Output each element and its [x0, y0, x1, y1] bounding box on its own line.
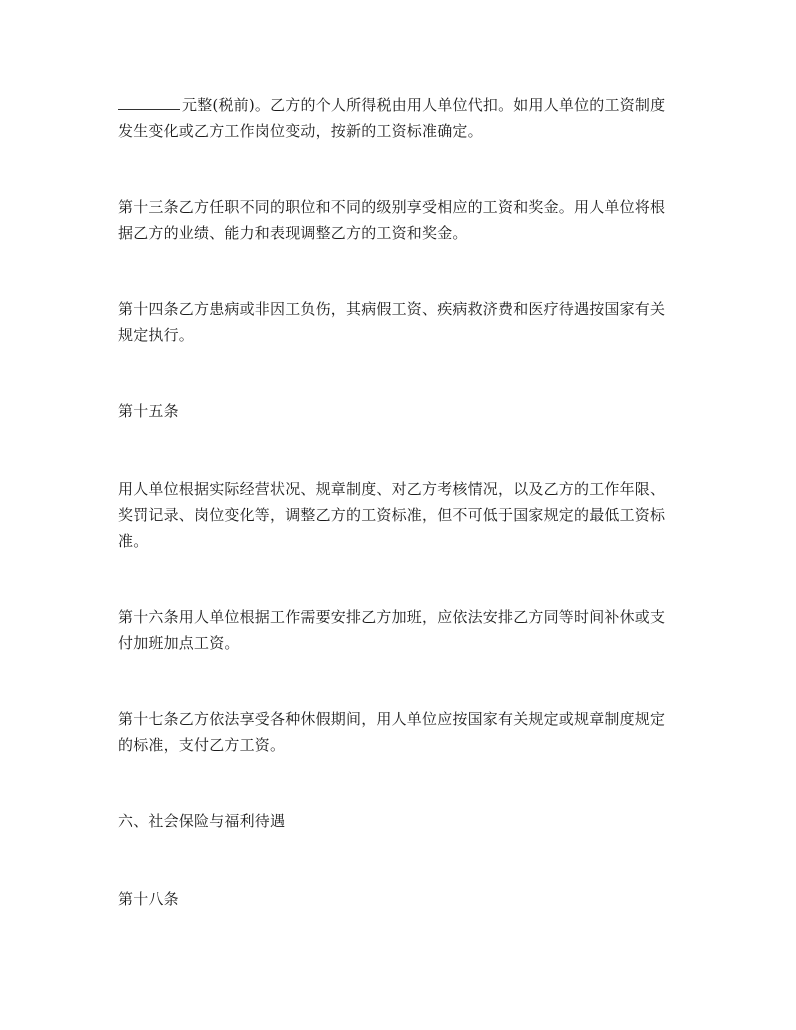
paragraph-article-16 [118, 604, 684, 656]
amount-blank [118, 95, 180, 110]
section-heading-social-insurance [118, 808, 684, 834]
paragraph-article-15-body [118, 476, 684, 554]
text-line: 付加班加点工资。 [118, 634, 240, 652]
text-span: 元整(税前)。乙方的个人所得税由用人单位代扣。如用人单位的工资制度 [182, 96, 666, 114]
text-line: 准。 [118, 532, 149, 550]
paragraph-article-15-heading [118, 398, 684, 424]
text-line: 据乙方的业绩、能力和表现调整乙方的工资和奖金。 [118, 224, 468, 242]
text-line: 第十三条乙方任职不同的职位和不同的级别享受相应的工资和奖金。用人单位将根 [118, 198, 666, 216]
text-line: 的标准，支付乙方工资。 [118, 736, 286, 754]
text-line: 第十四条乙方患病或非因工负伤，其病假工资、疾病救济费和医疗待遇按国家有关 [118, 300, 666, 318]
text-line: 第十六条用人单位根据工作需要安排乙方加班，应依法安排乙方同等时间补休或支 [118, 608, 666, 626]
paragraph-salary-amount [118, 92, 684, 144]
text-line: 第十八条 [118, 890, 179, 908]
paragraph-article-18-heading [118, 886, 684, 912]
text-line [118, 92, 684, 118]
text-line: 六、社会保险与福利待遇 [118, 812, 286, 830]
text-line: 奖罚记录、岗位变化等，调整乙方的工资标准，但不可低于国家规定的最低工资标 [118, 506, 666, 524]
paragraph-article-17 [118, 706, 684, 758]
text-line: 第十七条乙方依法享受各种休假期间，用人单位应按国家有关规定或规章制度规定 [118, 710, 666, 728]
text-line: 发生变化或乙方工作岗位变动，按新的工资标准确定。 [118, 122, 483, 140]
text-line: 第十五条 [118, 402, 179, 420]
text-line: 规定执行。 [118, 326, 195, 344]
paragraph-article-13 [118, 194, 684, 246]
paragraph-article-14 [118, 296, 684, 348]
text-line: 用人单位根据实际经营状况、规章制度、对乙方考核情况，以及乙方的工作年限、 [118, 480, 666, 498]
